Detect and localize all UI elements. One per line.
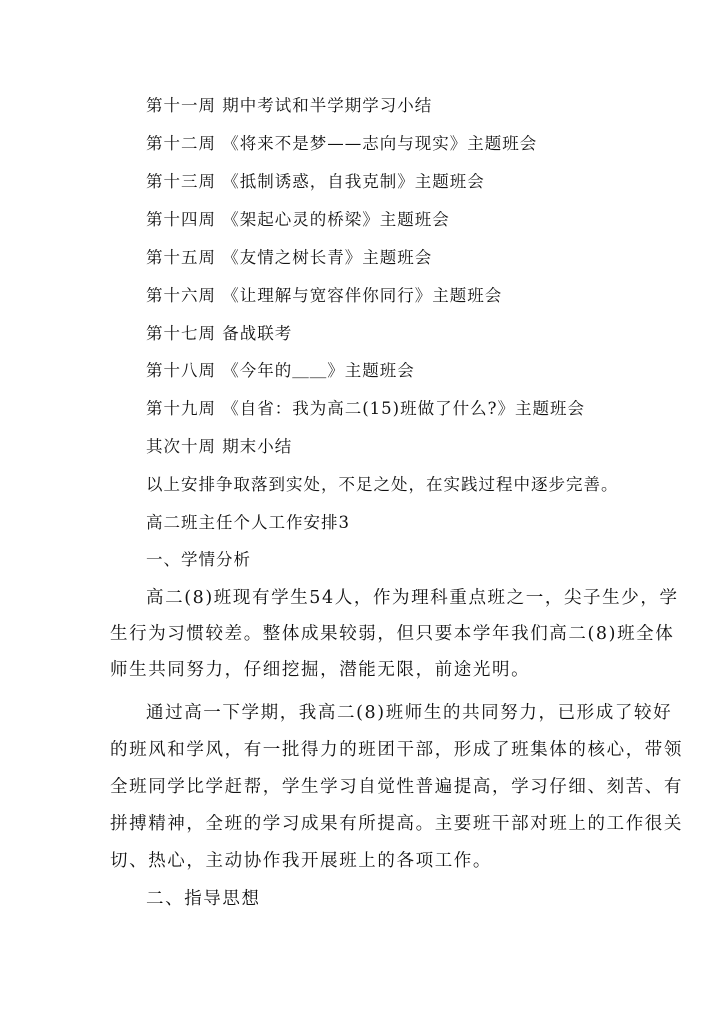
schedule-week-14: 第十四周 《架起心灵的桥梁》主题班会	[146, 210, 450, 229]
schedule-week-16: 第十六周 《让理解与宽容伴你同行》主题班会	[146, 286, 503, 305]
closing-note: 以上安排争取落到实处，不足之处，在实践过程中逐步完善。	[146, 475, 619, 494]
schedule-week-20: 其次十周 期末小结	[146, 437, 293, 456]
paragraph-line: 切、热心，主动协作我开展班上的各项工作。	[110, 851, 492, 871]
paragraph-line: 师生共同努力，仔细挖掘，潜能无限，前途光明。	[110, 660, 531, 680]
schedule-week-11: 第十一周 期中考试和半学期学习小结	[146, 96, 433, 115]
schedule-week-18: 第十八周 《今年的＿＿》主题班会	[146, 361, 415, 380]
schedule-week-17: 第十七周 备战联考	[146, 324, 293, 343]
paragraph-line: 高二(8)班现有学生54人，作为理科重点班之一，尖子生少，学	[146, 588, 679, 608]
paragraph-line: 全班同学比学赶帮，学生学习自觉性普遍提高，学习仔细、刻苦、有	[110, 777, 683, 797]
section-heading-guiding-principle: 二、指导思想	[146, 889, 261, 909]
document-title: 高二班主任个人工作安排3	[146, 513, 350, 532]
paragraph-line: 生行为习惯较差。整体成果较弱，但只要本学年我们高二(8)班全体	[110, 624, 675, 644]
schedule-week-19: 第十九周 《自省：我为高二(15)班做了什么?》主题班会	[146, 399, 585, 418]
schedule-week-13: 第十三周 《抵制诱惑，自我克制》主题班会	[146, 172, 485, 191]
paragraph-line: 通过高一下学期，我高二(8)班师生的共同努力，已形成了较好	[146, 703, 673, 723]
schedule-week-12: 第十二周 《将来不是梦——志向与现实》主题班会	[146, 134, 538, 153]
schedule-week-15: 第十五周 《友情之树长青》主题班会	[146, 248, 433, 267]
paragraph-line: 的班风和学风，有一批得力的班团干部，形成了班集体的核心，带领	[110, 740, 683, 760]
paragraph-line: 拼搏精神，全班的学习成果有所提高。主要班干部对班上的工作很关	[110, 814, 683, 834]
section-heading-situation-analysis: 一、学情分析	[146, 550, 251, 569]
